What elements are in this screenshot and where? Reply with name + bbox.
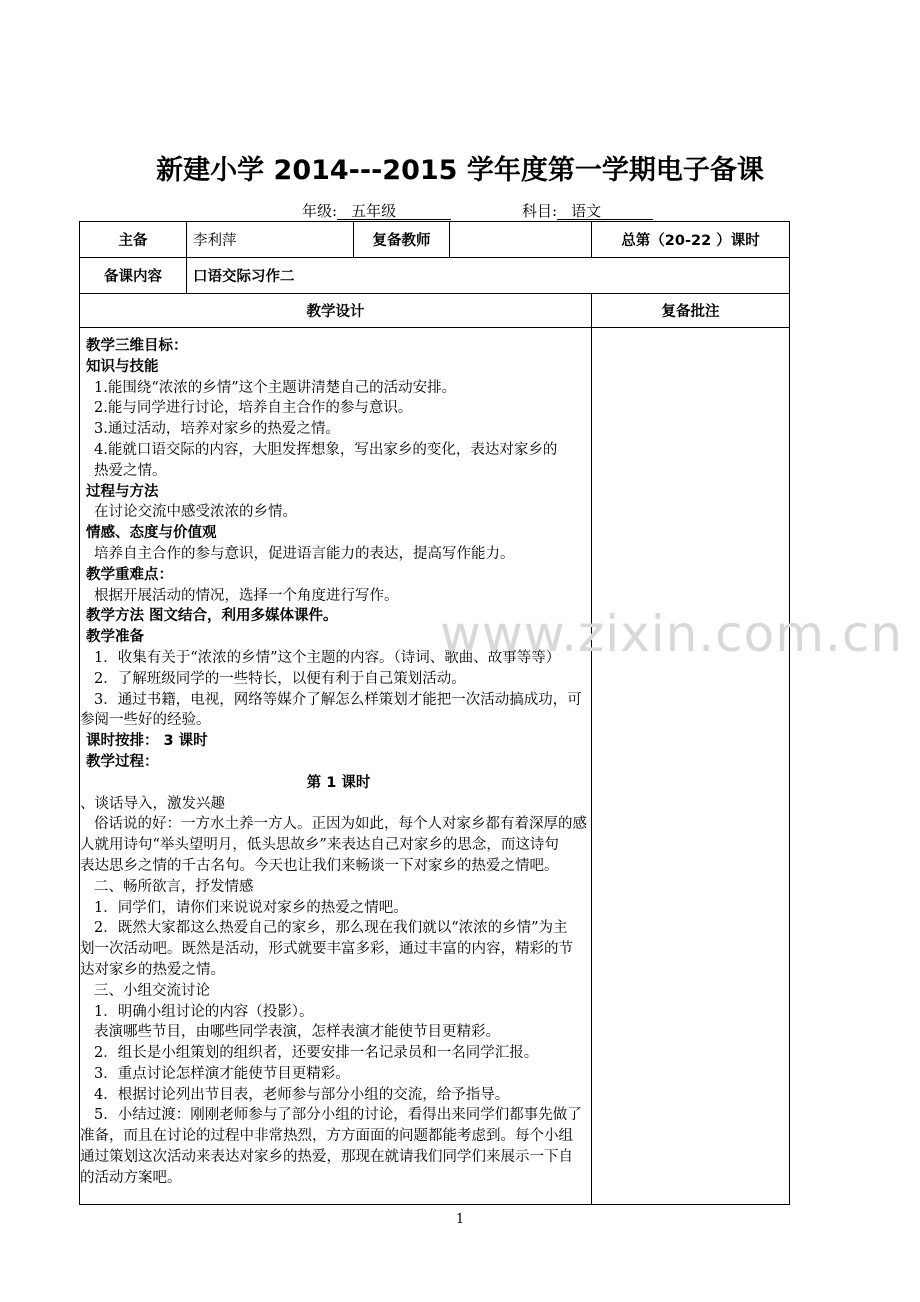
grade-value: 五年级 (337, 203, 451, 220)
text-line: 划一次活动吧。既然是活动，形式就要丰富多彩，通过丰富的内容，精彩的节 (80, 941, 573, 958)
page-number: 1 (455, 1212, 465, 1227)
text-line: 知识与技能 (86, 358, 159, 375)
subject-label: 科目: (522, 202, 558, 220)
subject-value: 语文 (557, 203, 653, 220)
content-value: 口语交际习作二 (187, 258, 790, 294)
text-line: 、谈话导入，激发兴趣 (80, 795, 225, 812)
text-line: 在讨论交流中感受浓浓的乡情。 (94, 504, 297, 521)
text-line: 课时按排： 3 课时 (86, 733, 208, 750)
text-line: 3．重点讨论怎样演才能使节目更精彩。 (94, 1065, 350, 1082)
zhubei-label: 主备 (80, 222, 187, 258)
text-line: 1．明确小组讨论的内容（投影）。 (94, 1003, 314, 1020)
text-line: 准备，而且在讨论的过程中非常热烈，方方面面的问题都能考虑到。每个小组 (80, 1128, 573, 1145)
text-line: 达对家乡的热爱之情。 (80, 961, 225, 978)
text-line: 过程与方法 (86, 483, 159, 500)
text-line: 4．根据讨论列出节目表，老师参与部分小组的交流，给予指导。 (94, 1086, 510, 1103)
fubei-value (450, 222, 592, 258)
text-line: 1．同学们，请你们来说说对家乡的热爱之情吧。 (94, 899, 408, 916)
text-line: 2．组长是小组策划的组织者，还要安排一名记录员和一名同学汇报。 (94, 1045, 539, 1062)
design-header: 教学设计 (80, 294, 592, 328)
text-line: 4.能就口语交际的内容，大胆发挥想象，写出家乡的变化，表达对家乡的 (94, 441, 558, 458)
text-line: 通过策划这次活动来表达对家乡的热爱，那现在就请我们同学们来展示一下自 (80, 1149, 573, 1166)
grade-label: 年级: (302, 202, 338, 220)
text-line: 热爱之情。 (94, 462, 167, 479)
text-line: 人就用诗句“举头望明月，低头思故乡”来表达自己对家乡的思念，而这诗句 (80, 837, 559, 854)
text-line: 参阅一些好的经验。 (80, 712, 211, 729)
text-line: 表达思乡之情的千古名句。今天也让我们来畅谈一下对家乡的热爱之情吧。 (80, 857, 559, 874)
text-line: 表演哪些节目，由哪些同学表演，怎样表演才能使节目更精彩。 (94, 1024, 500, 1041)
text-line: 2．了解班级同学的一些特长，以便有利于自己策划活动。 (94, 670, 466, 687)
text-line: 根据开展活动的情况，选择一个角度进行写作。 (94, 587, 399, 604)
text-line: 第 1 课时 (306, 774, 371, 791)
text-line: 二、畅所欲言，抒发情感 (94, 878, 254, 895)
watermark: www.zixin.com.cn (440, 605, 904, 663)
grade-field (302, 200, 451, 221)
lesson-plan-table (79, 221, 790, 1205)
teaching-design-body (80, 328, 592, 1205)
text-line: 情感、态度与价值观 (86, 525, 217, 542)
text-line: 教学准备 (86, 629, 144, 646)
text-line: 2.能与同学进行讨论，培养自主合作的参与意识。 (94, 400, 413, 417)
text-line: 教学重难点： (86, 566, 173, 583)
text-line: 俗话说的好：一方水土养一方人。正因为如此，每个人对家乡都有着深厚的感 (94, 816, 587, 833)
review-notes-body (592, 328, 790, 1205)
text-line: 1．收集有关于“浓浓的乡情”这个主题的内容。（诗词、歌曲、故事等等） (94, 649, 561, 666)
text-line: 三、小组交流讨论 (94, 982, 210, 999)
content-label: 备课内容 (80, 258, 187, 294)
document-title: 新建小学 2014---2015 学年度第一学期电子备课 (156, 155, 764, 186)
text-line: 培养自主合作的参与意识，促进语言能力的表达，提高写作能力。 (94, 545, 515, 562)
fubei-label: 复备教师 (354, 222, 450, 258)
text-line: 的活动方案吧。 (80, 1169, 182, 1186)
text-line: 3.通过活动，培养对家乡的热爱之情。 (94, 421, 340, 438)
text-line: 教学方法 图文结合，利用多媒体课件。 (86, 608, 338, 625)
teaching-design-text (80, 328, 591, 1189)
text-line: 教学三维目标： (86, 338, 188, 354)
text-line: 5．小结过渡：刚刚老师参与了部分小组的讨论，看得出来同学们都事先做了 (94, 1107, 582, 1124)
zhubei-value: 李利萍 (187, 222, 354, 258)
total-periods: 总第（20-22 ）课时 (592, 222, 790, 258)
text-line: 3．通过书籍，电视，网络等媒介了解怎么样策划才能把一次活动搞成功，可 (94, 691, 582, 708)
text-line: 1.能围绕“浓浓的乡情”这个主题讲清楚自己的活动安排。 (94, 379, 457, 396)
text-line: 教学过程： (86, 753, 159, 770)
subject-field (522, 200, 653, 221)
text-line: 2．既然大家都这么热爱自己的家乡，那么现在我们就以“浓浓的乡情”为主 (94, 920, 568, 937)
review-header: 复备批注 (592, 294, 790, 328)
